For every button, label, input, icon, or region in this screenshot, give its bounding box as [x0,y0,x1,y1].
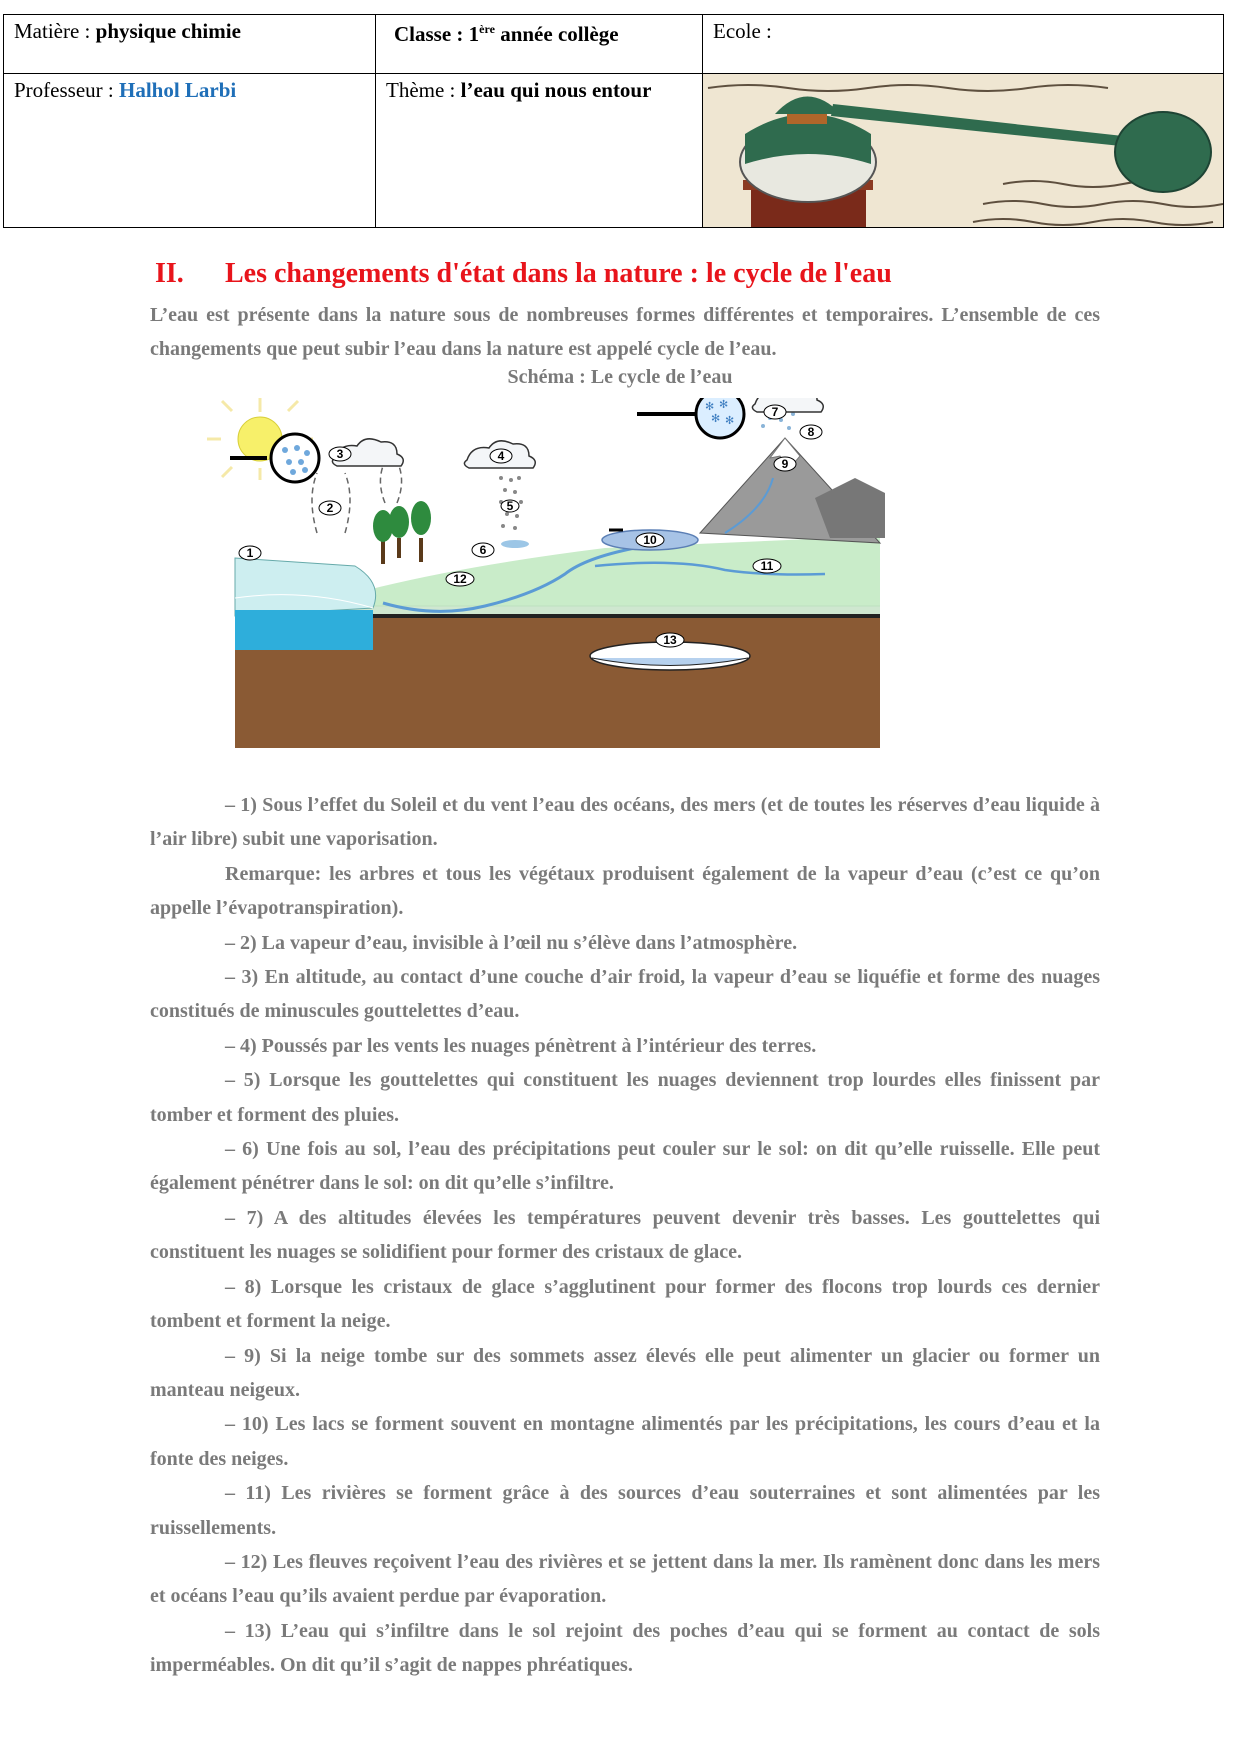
label-8 [800,425,822,439]
label-9 [774,457,796,471]
label-11 [753,559,781,573]
subject-label: Matière : [14,19,96,43]
svg-text:6: 6 [479,543,487,557]
svg-text:13: 13 [663,633,677,647]
theme-label: Thème : [386,78,461,102]
label-10 [636,533,664,547]
label-13 [656,633,684,647]
step-5: – 5) Lorsque les gouttelettes qui constituent les nuages deviennent trop lourdes elles finissent par tomber et forment des pluies. [150,1069,1100,1126]
trees-icon [373,501,431,564]
header-table [3,14,1224,228]
label-5 [501,499,519,513]
subject-value: physique chimie [95,19,241,43]
svg-text:4: 4 [497,449,505,463]
svg-text:7: 7 [771,405,779,419]
step-remark: Remarque: les arbres et tous les végétaux produisent également de la vapeur d’eau (c’est ce qu’on appelle l’évapotranspiration). [150,862,1100,920]
svg-text:12: 12 [453,572,467,586]
svg-text:8: 8 [807,425,815,439]
step-11: – 11) Les rivières se forment grâce à des sources d’eau souterraines et sont alimentées par les ruissellements. [150,1482,1100,1539]
step-13: – 13) L’eau qui s’infiltre dans le sol rejoint des poches d’eau qui se forment au contact de sols imperméables. On dit qu’il s’agit de nappes phréatiques. [150,1619,1100,1677]
svg-text:11: 11 [760,559,774,573]
svg-text:5: 5 [506,499,514,513]
class-suffix: année collège [494,22,619,46]
theme-cell [375,73,703,228]
step-7: – 7) A des altitudes élevées les températures peuvent devenir très basses. Les gouttelettes qui constituent les nuages se solidifient pour former des cristaux de glace. [150,1206,1100,1264]
alembic-image-cell [702,73,1224,228]
step-4: – 4) Poussés par les vents les nuages pénètrent à l’intérieur des terres. [225,1034,817,1057]
svg-text:✻: ✻ [719,398,729,411]
svg-text:10: 10 [643,533,657,547]
step-10: – 10) Les lacs se forment souvent en montagne alimentés par les précipitations, les cours d’eau et la fonte des neiges. [150,1413,1100,1470]
step-1: – 1) Sous l’effet du Soleil et du vent l’eau des océans, des mers (et de toutes les réserves d’eau liquide à l’air libre) subit une vaporisation. [150,794,1100,851]
svg-text:✻: ✻ [725,414,735,427]
school-cell [702,14,1224,74]
subject-cell [3,14,376,74]
label-4 [490,449,512,463]
step-3: – 3) En altitude, au contact d’une couche d’air froid, la vapeur d’eau se liquéfie et forme des nuages constitués de minuscules gouttelettes d’eau. [150,966,1100,1023]
school-label: Ecole : [713,19,772,43]
label-6 [472,543,494,557]
step-8: – 8) Lorsque les cristaux de glace s’agglutinent pour former des flocons trop lourds ces dernier tombent et forment la neige. [150,1275,1100,1333]
svg-text:9: 9 [781,457,789,471]
step-12: – 12) Les fleuves reçoivent l’eau des rivières et se jettent dans la mer. Ils ramènent donc dans les mers et océans l’eau qu’ils avaient perdue par évaporation. [150,1550,1100,1608]
label-2 [319,501,341,515]
steps-list [150,788,1100,1683]
svg-text:3: 3 [336,447,344,461]
magnifier-ice-crystals-icon [637,398,744,438]
class-cell [375,14,703,74]
label-12 [446,572,474,586]
theme-value: l’eau qui nous entour [460,78,652,102]
section-title-text: Les changements d'état dans la nature : le cycle de l'eau [225,258,892,289]
section-title [155,258,892,290]
teacher-cell [3,73,376,228]
label-3 [329,447,351,461]
step-6: – 6) Une fois au sol, l’eau des précipitations peut couler sur le sol: on dit qu’elle ruisselle. Elle peut également pénétrer dans le sol: on dit qu’elle s’infiltre. [150,1138,1100,1195]
step-2: – 2) La vapeur d’eau, invisible à l’œil nu s’élève dans l’atmosphère. [225,931,798,954]
svg-text:✻: ✻ [705,400,715,413]
label-1 [239,546,261,560]
section-number: II. [155,258,184,289]
class-prefix: Classe : 1 [394,22,480,46]
teacher-label: Professeur : [14,78,119,102]
class-sup: ère [479,22,495,36]
water-cycle-diagram [205,398,995,758]
step-9: – 9) Si la neige tombe sur des sommets assez élevés elle peut alimenter un glacier ou former un manteau neigeux. [150,1344,1100,1401]
svg-text:2: 2 [326,501,334,515]
teacher-name: Halhol Larbi [118,78,237,102]
diagram-caption: Schéma : Le cycle de l’eau [507,366,733,388]
alembic-manuscript-illustration [703,74,1224,228]
svg-text:1: 1 [246,546,254,560]
label-7 [764,405,786,419]
intro-paragraph: L’eau est présente dans la nature sous de nombreuses formes différentes et temporaires. L’ensemble de ces changements que peut subir l’eau dans la nature est appelé cycle de l’eau. [150,304,1100,360]
svg-text:✻: ✻ [711,412,721,425]
